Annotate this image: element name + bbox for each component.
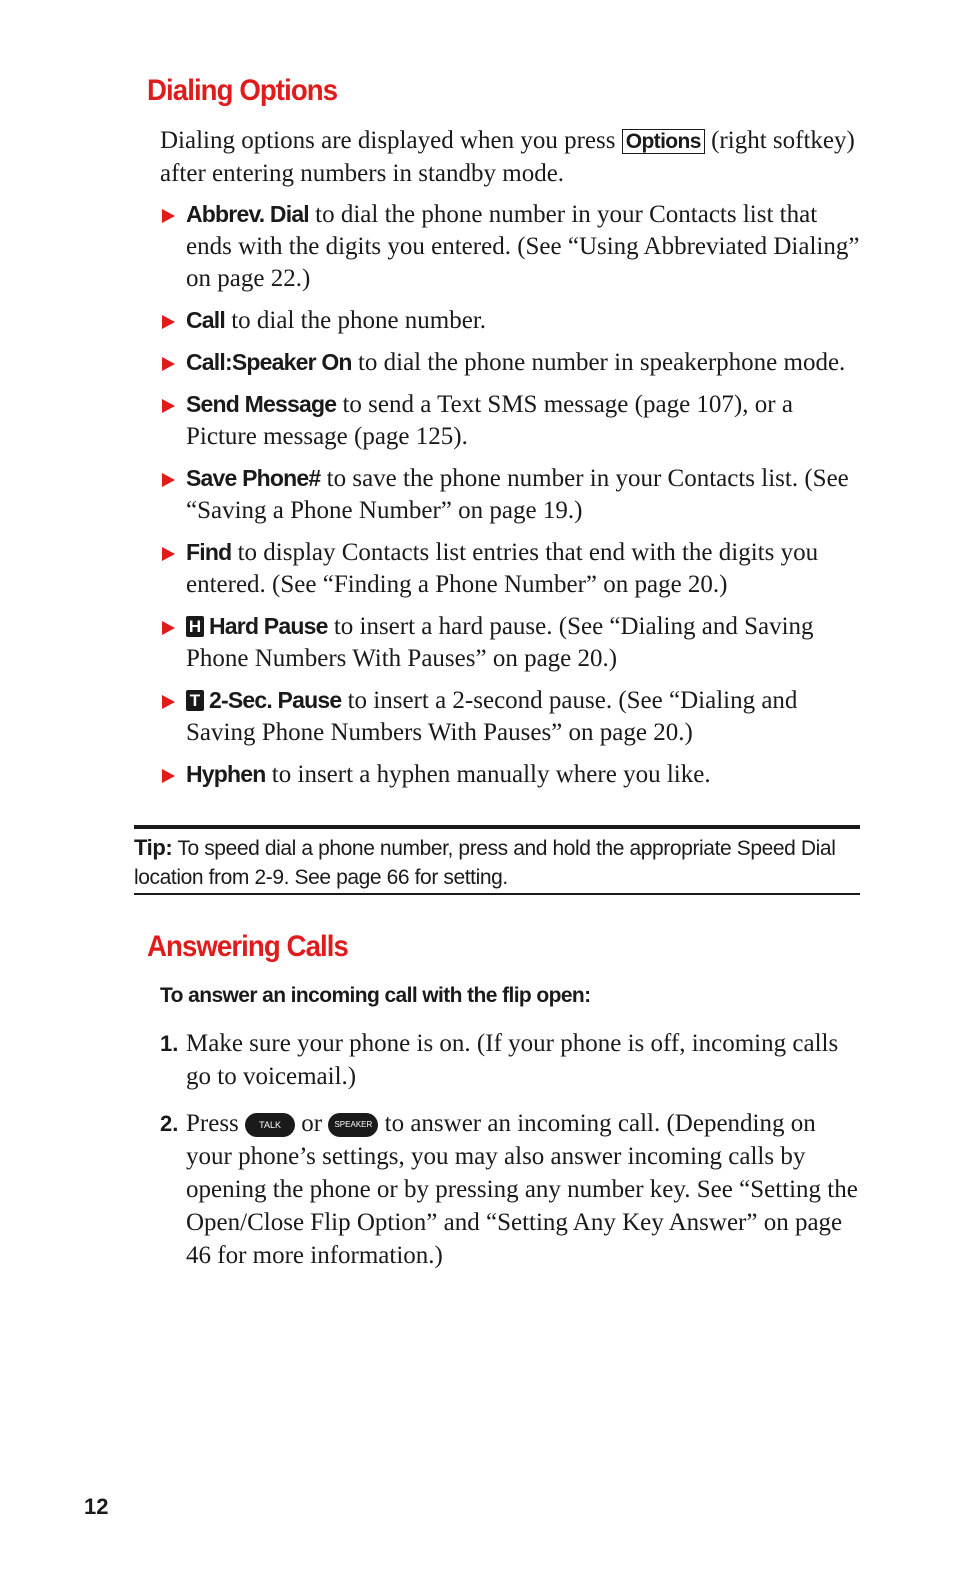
option-term: Abbrev. Dial xyxy=(186,201,309,227)
step-number: 1. xyxy=(160,1031,179,1056)
list-item xyxy=(160,536,865,601)
option-term: Send Message xyxy=(186,391,337,417)
list-item xyxy=(160,304,865,337)
step-text: Make sure your phone is on. (If your phone is off, incoming calls go to voicemail.) xyxy=(186,1030,839,1090)
list-item xyxy=(160,388,865,453)
list-item xyxy=(160,462,865,527)
option-description: to insert a hyphen manually where you like. xyxy=(265,761,711,788)
bullet-arrow-icon xyxy=(162,315,175,329)
list-item xyxy=(160,346,865,379)
option-term: Call:Speaker On xyxy=(186,349,352,375)
option-description: to save the phone number in your Contacts list. (See “Saving a Phone Number” on page 19.) xyxy=(186,465,849,524)
list-item xyxy=(160,684,865,749)
section-heading-answering-calls: Answering Calls xyxy=(147,930,348,963)
option-description: to insert a hard pause. (See “Dialing and Saving Phone Numbers With Pauses” on page 20.) xyxy=(186,613,814,672)
option-term: Hard Pause xyxy=(209,613,328,639)
step-number: 2. xyxy=(160,1111,179,1136)
step-text-or: or xyxy=(295,1110,329,1137)
option-description: to display Contacts list entries that end with the digits you entered. (See “Finding a Phone Number” on page 20.) xyxy=(186,539,819,598)
bullet-arrow-icon xyxy=(162,769,175,783)
tip-label: Tip: xyxy=(134,835,173,860)
bullet-arrow-icon xyxy=(162,695,175,709)
step-item xyxy=(160,1027,865,1093)
section-heading-dialing-options: Dialing Options xyxy=(147,74,338,107)
option-description: to dial the phone number in your Contacts list that ends with the digits you entered. (See “Using Abbreviated Dialing” on page 22.) xyxy=(186,201,860,292)
timed-pause-key-icon: T xyxy=(186,690,204,711)
option-term: Hyphen xyxy=(186,761,266,787)
option-term: Call xyxy=(186,307,225,333)
tip-box xyxy=(134,825,860,895)
procedure-subheading: To answer an incoming call with the flip open: xyxy=(160,984,591,1007)
option-description: to dial the phone number in speakerphone mode. xyxy=(351,349,846,376)
bullet-arrow-icon xyxy=(162,473,175,487)
options-softkey-label: Options xyxy=(622,129,705,154)
step-item xyxy=(160,1107,865,1272)
answer-steps-list xyxy=(160,1027,865,1286)
talk-key-icon: TALK xyxy=(245,1113,295,1137)
option-term: Save Phone# xyxy=(186,465,321,491)
step-text: Press xyxy=(186,1110,246,1137)
page-number: 12 xyxy=(84,1494,109,1519)
tip-text: To speed dial a phone number, press and hold the appropriate Speed Dial location from 2-9. See page 66 for setting. xyxy=(134,837,836,889)
option-term: 2-Sec. Pause xyxy=(209,687,342,713)
intro-text-end: (right softkey) after entering numbers in standby mode. xyxy=(160,127,855,187)
dialing-options-intro xyxy=(160,125,860,190)
option-term: Find xyxy=(186,539,232,565)
option-description: to dial the phone number. xyxy=(224,307,487,334)
list-item xyxy=(160,758,865,791)
step-text-continued: to answer an incoming call. (Depending on your phone’s settings, you may also answer incoming calls by opening the phone or by pressing any number key. See “Setting the Open/Close Flip Option” and “Setting Any Key Answer” on page 46 for more information.) xyxy=(186,1110,858,1269)
speaker-key-icon: SPEAKER xyxy=(328,1113,378,1137)
bullet-arrow-icon xyxy=(162,357,175,371)
hard-pause-key-icon: H xyxy=(186,616,204,637)
bullet-arrow-icon xyxy=(162,621,175,635)
list-item xyxy=(160,198,865,295)
bullet-arrow-icon xyxy=(162,209,175,223)
option-description: to insert a 2-second pause. (See “Dialing and Saving Phone Numbers With Pauses” on page 20.) xyxy=(186,687,798,746)
bullet-arrow-icon xyxy=(162,399,175,413)
intro-text: Dialing options are displayed when you press xyxy=(160,127,622,154)
list-item xyxy=(160,610,865,675)
dialing-options-list xyxy=(160,198,865,800)
option-description: to send a Text SMS message (page 107), or a Picture message (page 125). xyxy=(186,391,793,450)
bullet-arrow-icon xyxy=(162,547,175,561)
